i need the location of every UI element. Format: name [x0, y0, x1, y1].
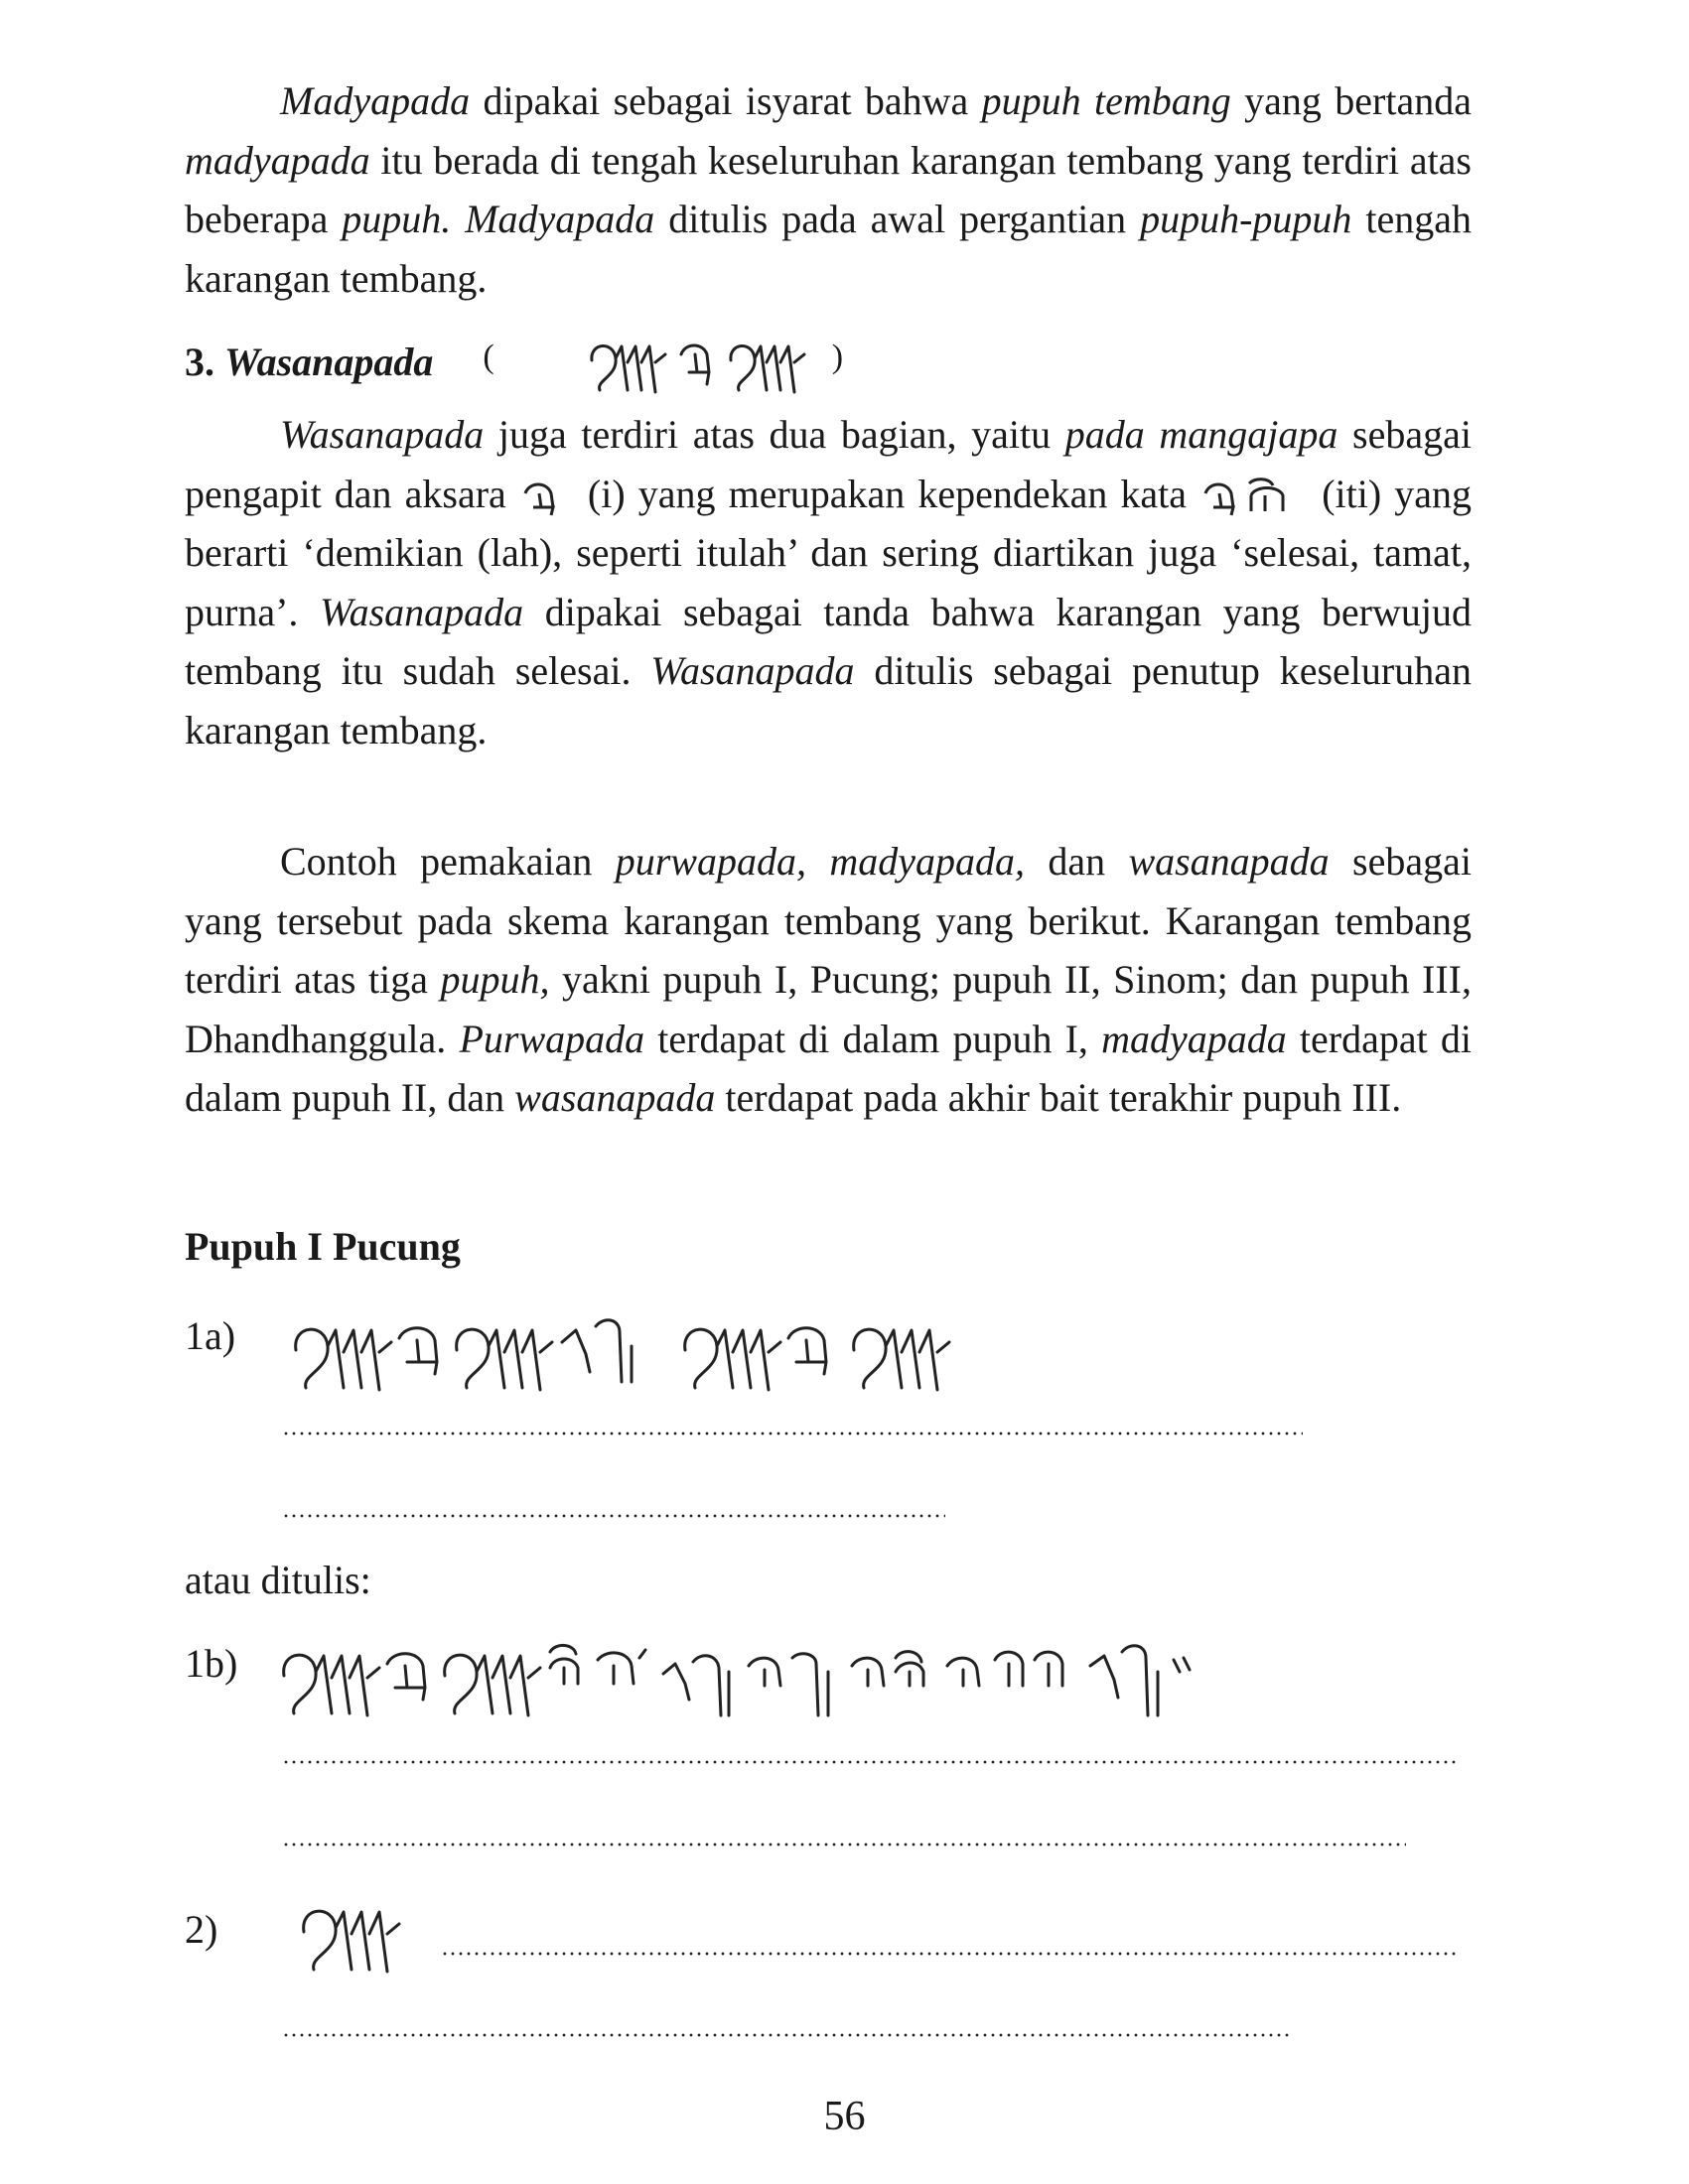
label-atau-ditulis: atau ditulis: [185, 1558, 371, 1602]
label-2: 2) [185, 1907, 218, 1952]
pupuh-heading: Pupuh I Pucung [185, 1224, 461, 1269]
aksara-i-glyph [519, 478, 575, 517]
dotted-line [441, 1951, 1458, 1957]
dotted-line [282, 2032, 1293, 2038]
madyapada-glyph [296, 1894, 415, 1983]
page-number: 56 [823, 2094, 866, 2139]
wasanapada-glyph [586, 333, 904, 402]
dotted-line [282, 1842, 1406, 1847]
paragraph-contoh: Contoh pemakaian purwapada, madyapada, dan wasanapada sebagai yang tersebut pada skema karangan tembang yang berikut. Karangan tembang terdiri atas tiga pupuh, yakni pupuh I, Pucung; pupuh II, Sinom; dan pupuh III, Dhandhanggula. Purwapada terdapat di dalam pupuh I, madyapada terdapat di dalam pupuh II, dan wasanapada terdapat pada akhir bait terakhir pupuh III. [185, 839, 1473, 1120]
paragraph-wasanapada: Wasanapada juga terdiri atas dua bagian, yaitu pada mangajapa sebagai pengapit dan aksara (i) yang merupakan kependekan kata (iti) yang berarti ‘demikian (lah), seperti itulah’ dan sering diartikan juga ‘selesai, tamat, purna’. Wasanapada dipakai sebagai tanda bahwa karangan yang berwujud tembang itu sudah selesai. Wasanapada ditulis sebagai penutup keseluruhan karangan tembang. [185, 412, 1473, 752]
label-1b: 1b) [185, 1641, 238, 1686]
dotted-line [282, 1431, 1303, 1436]
purwapada-glyph-line-1a [288, 1312, 1062, 1402]
section-heading: 3. Wasanapada ( ) [185, 339, 844, 384]
label-1a: 1a) [185, 1313, 236, 1358]
paragraph-madyapada: Madyapada dipakai sebagai isyarat bahwa pupuh tembang yang bertanda madyapada itu berada di tengah keseluruhan karangan tembang yang terdiri atas beberapa pupuh. Madyapada ditulis pada awal pergantian pupuh-pupuh tengah karangan tembang. [185, 78, 1472, 301]
purwapada-glyph-line-1b [276, 1638, 1329, 1727]
dotted-line [282, 1513, 945, 1519]
dotted-line [282, 1759, 1460, 1765]
aksara-iti-glyph [1199, 476, 1309, 519]
